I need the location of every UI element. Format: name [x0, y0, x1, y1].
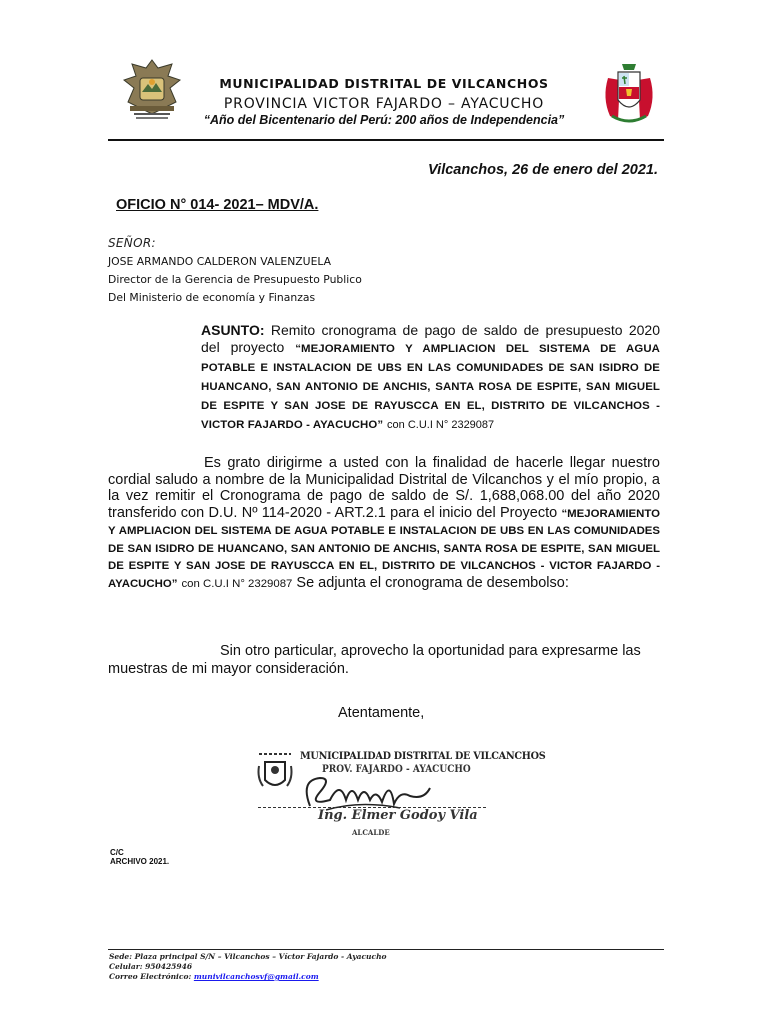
province-name: PROVINCIA VICTOR FAJARDO – AYACUCHO [223, 96, 545, 112]
copy-label: C/C [110, 848, 124, 857]
subject-cui: con C.U.I N° 2329087 [387, 419, 495, 431]
letter-reference: OFICIO N° 014- 2021– MDV/A. [116, 197, 319, 213]
header-divider [108, 139, 664, 141]
subject-block [201, 322, 660, 434]
footer-phone: Celular: 950425946 [109, 962, 193, 971]
footer-email-link[interactable]: munivilcanchosvf@gmail.com [193, 972, 319, 981]
stamp-province: PROV. FAJARDO - AYACUCHO [322, 764, 471, 775]
letter-date: Vilcanchos, 26 de enero del 2021. [428, 162, 658, 178]
footer-address: Sede: Plaza principal S/N – Vilcanchos – Víctor Fajardo - Ayacucho [109, 952, 387, 961]
municipality-name: MUNICIPALIDAD DISTRITAL DE VILCANCHOS [219, 76, 549, 91]
subject-project-name: “MEJORAMIENTO Y AMPLIACION DEL SISTEMA DE AGUA POTABLE E INSTALACION DE UBS EN LAS COMUNIDADES DE SAN ISIDRO DE HUANCANO, SAN ANTONIO DE ANCHIS, SANTA ROSA DE ESPITE, SAN MIGUEL DE ESPITE Y SAN JOSE DE RAYUSCCA EN EL, DISTRITO DE VILCANCHOS - VICTOR FAJARDO - AYACUCHO” [201, 343, 660, 431]
body-intro: Es grato dirigirme a usted con la finalidad de hacerle llegar nuestro cordial saludo a nombre de la Municipalidad Distrital de Vilcanchos y el mío propio, a la vez remitir el Cronograma de pago de saldo de S/. 1,688,068.00 del año 2020 transferido con D.U. Nº 114-2020 - ART.2.1 para el inicio del Proyecto [108, 455, 660, 521]
sign-off: Atentamente, [338, 705, 425, 721]
body-end: Se adjunta el cronograma de desembolso: [296, 574, 569, 591]
salutation: SEÑOR: [108, 236, 156, 250]
closing-text: Sin otro particular, aprovecho la oportunidad para expresarme las muestras de mi mayor consideración. [108, 643, 641, 677]
stamp-municipality: MUNICIPALIDAD DISTRITAL DE VILCANCHOS [300, 750, 546, 762]
footer-email-label: Correo Electrónico: [109, 972, 192, 981]
body-cui: con C.U.I N° 2329087 [181, 577, 293, 590]
archive-label: ARCHIVO 2021. [110, 857, 170, 866]
body-paragraph [108, 455, 660, 592]
signatory-title: ALCALDE [352, 828, 390, 837]
recipient-name: JOSE ARMANDO CALDERON VALENZUELA [108, 255, 332, 268]
closing-paragraph [108, 643, 660, 678]
signatory-name: Ing. Elmer Godoy Vila [318, 808, 478, 823]
footer-divider [108, 949, 664, 950]
seal-icon [255, 748, 295, 792]
subject-label: ASUNTO: [201, 322, 265, 338]
recipient-organization: Del Ministerio de economía y Finanzas [108, 291, 316, 304]
footer-email-line [109, 972, 319, 981]
body-project-name: “MEJORAMIENTO Y AMPLIACION DEL SISTEMA DE AGUA POTABLE E INSTALACION DE UBS EN LAS COMUNIDADES DE SAN ISIDRO DE HUANCANO, SAN ANTONIO DE ANCHIS, SANTA ROSA DE ESPITE, SAN MIGUEL DE ESPITE Y SAN JOSE DE RAYUSCCA EN EL, DISTRITO DE VILCANCHOS - VICTOR FAJARDO - AYACUCHO” [108, 507, 660, 590]
subject-text: Remito cronograma de pago de saldo de presupuesto 2020 del proyecto [201, 322, 660, 355]
recipient-role: Director de la Gerencia de Presupuesto Publico [108, 273, 362, 286]
year-motto: “Año del Bicentenario del Perú: 200 años de Independencia” [203, 113, 565, 127]
